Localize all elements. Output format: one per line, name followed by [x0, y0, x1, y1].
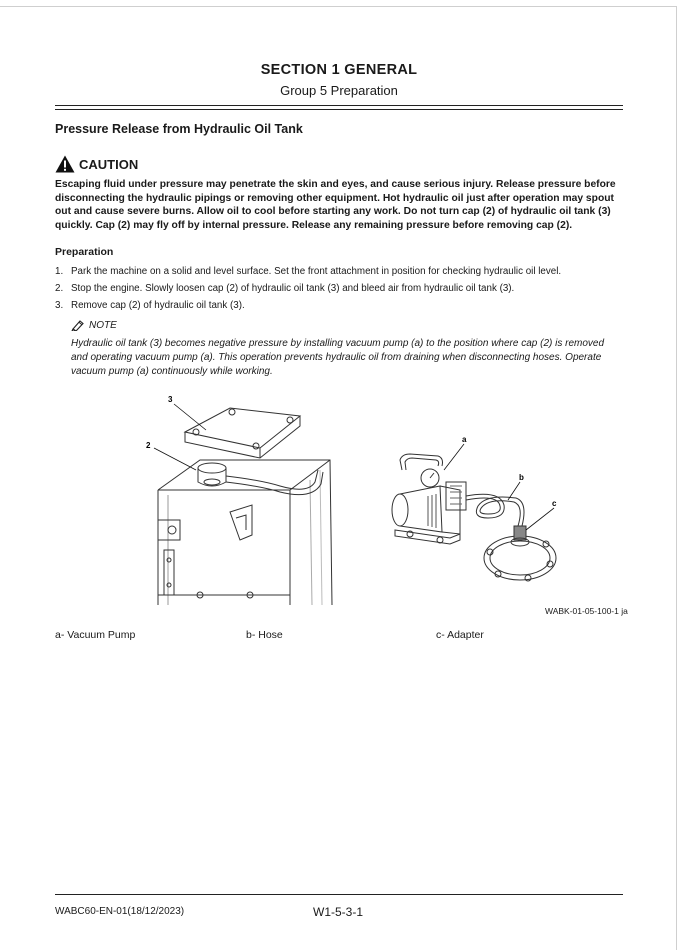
page-number: W1-5-3-1 [313, 905, 364, 919]
callout-pump-letter: a [462, 435, 467, 444]
preparation-steps [55, 263, 630, 314]
footer-rule [55, 894, 623, 895]
callout-tank-number: 3 [168, 395, 173, 404]
list-item [55, 297, 630, 314]
legend-adapter: c- Adapter [436, 629, 484, 641]
pencil-note-icon [71, 319, 85, 331]
list-item [55, 280, 630, 297]
caution-heading [55, 154, 138, 174]
note-label: NOTE [89, 319, 117, 331]
callout-hose-letter: b [519, 473, 524, 482]
callout-cap-number: 2 [146, 441, 151, 450]
section-title: SECTION 1 GENERAL [260, 62, 418, 78]
step-text: Park the machine on a solid and level surface. Set the front attachment in position for checking hydraulic oil level. [71, 266, 562, 277]
step-text: Remove cap (2) of hydraulic oil tank (3). [71, 300, 245, 311]
note-text: Hydraulic oil tank (3) becomes negative pressure by installing vacuum pump (a) to the position where cap (2) is removed and operating vacuum pump (a). This operation prevents hydraulic oil from draining when disconnecting hoses. Operate vacuum pump (a) continuously while working. [71, 338, 605, 377]
figure-code: WABK-01-05-100-1 ja [545, 606, 628, 616]
header-rule-bottom [55, 109, 623, 110]
step-number: 1. [55, 266, 64, 277]
hydraulic-oil-tank-illustration [140, 390, 340, 608]
step-number: 2. [55, 283, 64, 294]
legend-vacuum-pump: a- Vacuum Pump [55, 629, 136, 641]
document-code: WABC60-EN-01(18/12/2023) [55, 906, 185, 917]
preparation-heading: Preparation [55, 246, 114, 258]
header-rule-top [55, 105, 623, 106]
note-heading [71, 319, 117, 331]
group-title: Group 5 Preparation [280, 83, 398, 98]
vacuum-pump-illustration [380, 430, 580, 590]
topic-title: Pressure Release from Hydraulic Oil Tank [55, 122, 303, 136]
step-text: Stop the engine. Slowly loosen cap (2) of hydraulic oil tank (3) and bleed air from hydraulic oil tank (3). [71, 283, 515, 294]
list-item [55, 263, 630, 280]
step-number: 3. [55, 300, 64, 311]
callout-adapter-letter: c [552, 499, 557, 508]
warning-triangle-icon [55, 155, 75, 173]
caution-text: Escaping fluid under pressure may penetrate the skin and eyes, and cause serious injury. Release pressure before disconnecting the hydraulic pipings or removing other equipment. Hot hydraulic oil just after operation may spout out and cause severe burns. Allow oil to cool before starting any work. Do not turn cap (2) of hydraulic oil tank (3) quickly. Cap (2) may fly off by internal pressure. Release any remaining pressure before removing cap (2). [55, 179, 616, 231]
caution-label: CAUTION [79, 156, 139, 172]
legend-hose: b- Hose [246, 629, 283, 641]
